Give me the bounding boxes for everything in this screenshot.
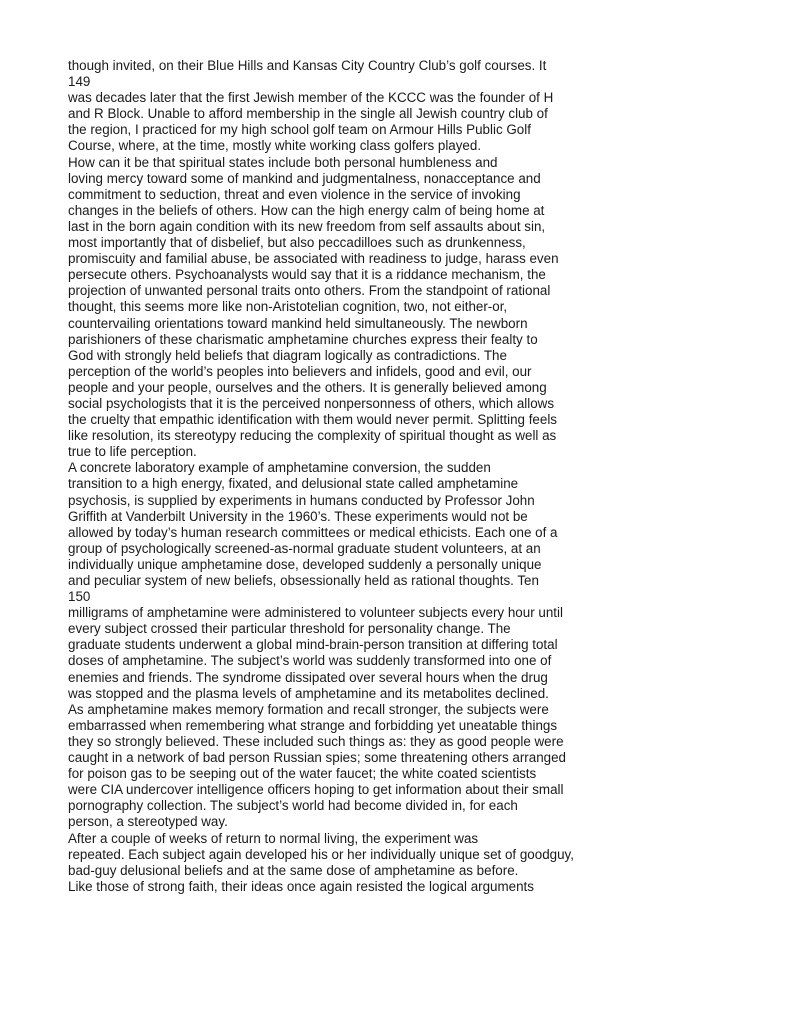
text-line: parishioners of these charismatic amphetamine churches express their fealty to [68, 331, 538, 347]
text-line: and R Block. Unable to afford membership in the single all Jewish country club of [68, 106, 548, 122]
text-line: How can it be that spiritual states include both personal humbleness and [68, 154, 498, 170]
text-line: Like those of strong faith, their ideas once again resisted the logical arguments [68, 878, 534, 894]
text-line: every subject crossed their particular threshold for personality change. The [68, 621, 511, 637]
text-line: God with strongly held beliefs that diagram logically as contradictions. The [68, 347, 507, 363]
text-line: social psychologists that it is the perceived nonpersonness of others, which allows [68, 395, 555, 411]
text-line: As amphetamine makes memory formation and recall stronger, the subjects were [68, 701, 549, 717]
text-line: people and your people, ourselves and the others. It is generally believed among [68, 379, 547, 395]
text-line: they so strongly believed. These included such things as: they as good people were [68, 733, 564, 749]
text-line: changes in the beliefs of others. How can the high energy calm of being home at [68, 202, 545, 218]
text-line: thought, this seems more like non-Aristotelian cognition, two, not either-or, [68, 299, 508, 315]
text-line: Griffith at Vanderbilt University in the 1960’s. These experiments would not be [68, 508, 528, 524]
text-line: transition to a high energy, fixated, and delusional state called amphetamine [68, 476, 519, 492]
text-line: were CIA undercover intelligence officers hoping to get information about their small [68, 782, 564, 798]
text-line: Course, where, at the time, mostly white working class golfers played. [68, 138, 482, 154]
text-line: countervailing orientations toward mankind held simultaneously. The newborn [68, 315, 528, 331]
page-number: 149 [68, 74, 91, 90]
text-line: bad-guy delusional beliefs and at the same dose of amphetamine as before. [68, 862, 519, 878]
text-line: projection of unwanted personal traits onto others. From the standpoint of rational [68, 283, 551, 299]
text-line: true to life perception. [68, 444, 197, 460]
text-line: persecute others. Psychoanalysts would say that it is a riddance mechanism, the [68, 267, 546, 283]
text-line: the region, I practiced for my high school golf team on Armour Hills Public Golf [68, 122, 531, 138]
page-number: 150 [68, 589, 91, 605]
text-line: the cruelty that empathic identification with them would never permit. Splitting feels [68, 412, 558, 428]
text-line: doses of amphetamine. The subject’s world was suddenly transformed into one of [68, 653, 552, 669]
text-line: milligrams of amphetamine were administered to volunteer subjects every hour until [68, 605, 563, 621]
text-line: After a couple of weeks of return to normal living, the experiment was [68, 830, 479, 846]
text-line: most importantly that of disbelief, but also peccadilloes such as drunkenness, [68, 235, 526, 251]
text-line: allowed by today’s human research committees or medical ethicists. Each one of a [68, 524, 558, 540]
text-line: for poison gas to be seeping out of the water faucet; the white coated scientists [68, 766, 537, 782]
text-line: embarrassed when remembering what strange and forbidding yet uneatable things [68, 717, 558, 733]
text-line: caught in a network of bad person Russian spies; some threatening others arranged [68, 750, 566, 766]
text-line: A concrete laboratory example of amphetamine conversion, the sudden [68, 460, 491, 476]
text-line: pornography collection. The subject’s world had become divided in, for each [68, 798, 518, 814]
text-line: individually unique amphetamine dose, developed suddenly a personally unique [68, 556, 542, 572]
text-line: enemies and friends. The syndrome dissipated over several hours when the drug [68, 669, 548, 685]
text-line: group of psychologically screened-as-normal graduate student volunteers, at an [68, 540, 541, 556]
text-line: loving mercy toward some of mankind and judgmentalness, nonacceptance and [68, 170, 541, 186]
text-line: though invited, on their Blue Hills and Kansas City Country Club’s golf courses. It [68, 58, 547, 73]
text-line: perception of the world’s peoples into believers and infidels, good and evil, our [68, 363, 532, 379]
text-line: was decades later that the first Jewish member of the KCCC was the founder of H [68, 90, 554, 106]
text-line: last in the born again condition with its new freedom from self assaults about sin, [68, 218, 546, 234]
document-page [68, 58, 708, 895]
text-line: promiscuity and familial abuse, be associated with readiness to judge, harass even [68, 251, 559, 267]
text-line: and peculiar system of new beliefs, obsessionally held as rational thoughts. Ten [68, 573, 539, 588]
text-line: graduate students underwent a global mind-brain-person transition at differing total [68, 637, 558, 653]
text-line: person, a stereotyped way. [68, 814, 228, 830]
text-line: commitment to seduction, threat and even violence in the service of invoking [68, 186, 521, 202]
text-line: like resolution, its stereotypy reducing the complexity of spiritual thought as well as [68, 428, 557, 444]
text-line: psychosis, is supplied by experiments in humans conducted by Professor John [68, 492, 535, 508]
text-line: was stopped and the plasma levels of amphetamine and its metabolites declined. [68, 685, 549, 701]
text-line: repeated. Each subject again developed his or her individually unique set of goodguy, [68, 846, 574, 862]
